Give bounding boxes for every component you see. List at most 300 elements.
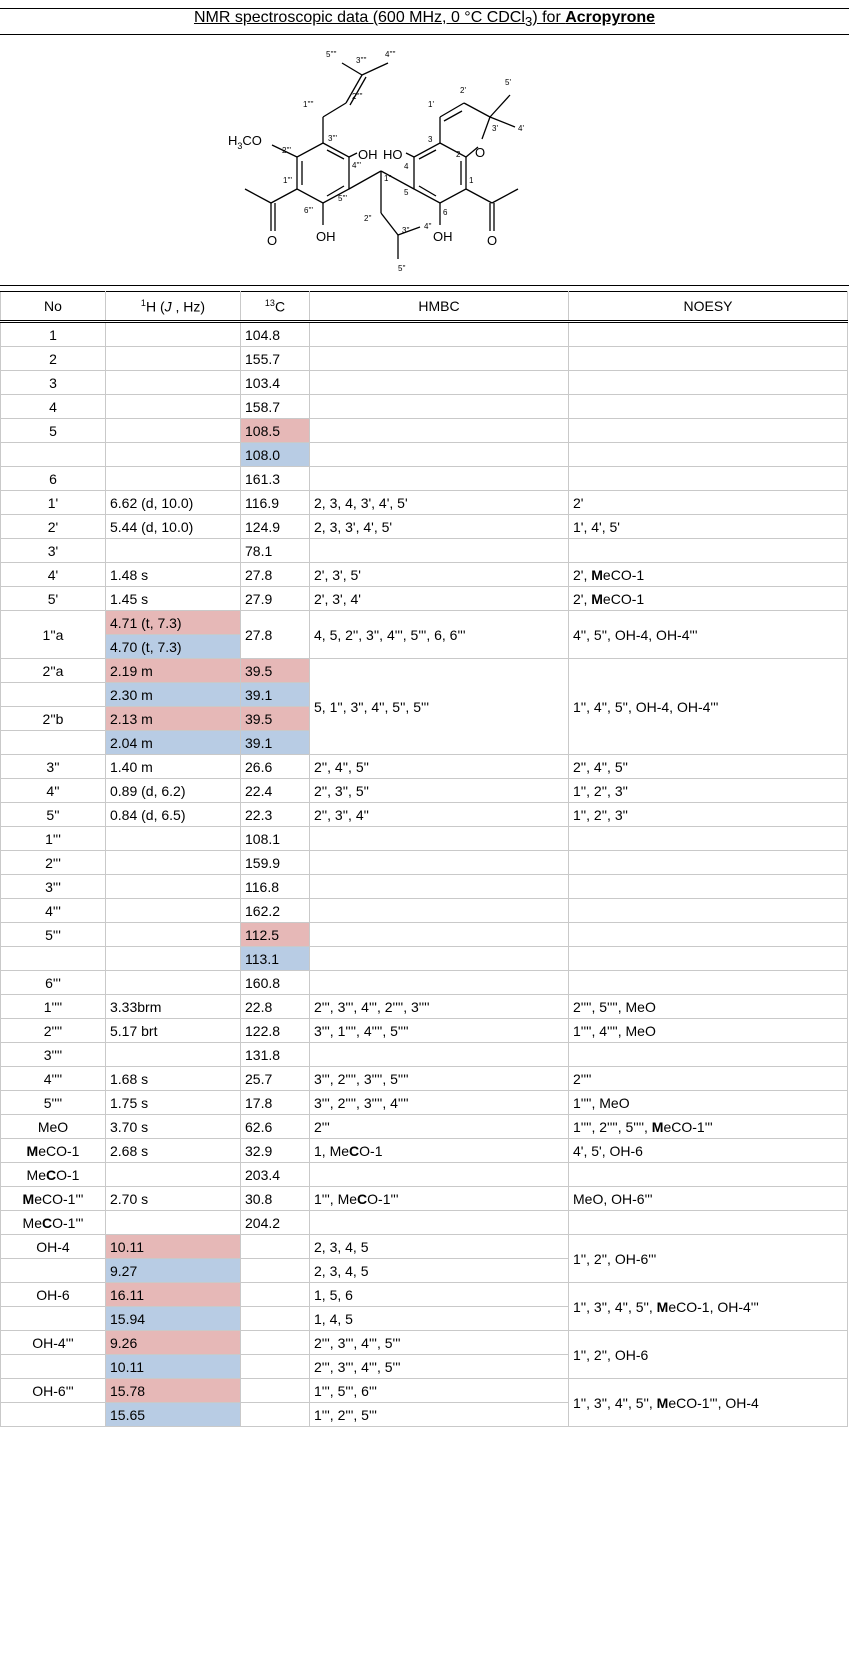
table-cell <box>310 1211 569 1235</box>
table-cell: 3''' <box>1 875 106 899</box>
table-cell: 122.8 <box>241 1019 310 1043</box>
table-row <box>1 971 848 995</box>
table-cell <box>106 1043 241 1067</box>
table-row <box>1 395 848 419</box>
table-cell: 10.11 <box>106 1355 241 1379</box>
num-3pp: 3'' <box>402 226 410 235</box>
table-row <box>1 1211 848 1235</box>
title-prefix: NMR spectroscopic data (600 MHz, 0 °C CDCl <box>193 9 525 26</box>
table-row <box>1 443 848 467</box>
table-cell: 22.8 <box>241 995 310 1019</box>
table-cell: OH-4 <box>1 1235 106 1259</box>
num-1: 1 <box>469 176 474 185</box>
num-6: 6 <box>443 208 448 217</box>
table-cell: 1'', 3'', 4'', 5'', MeCO-1''', OH-4 <box>569 1379 848 1427</box>
table-cell: 2''' <box>1 851 106 875</box>
table-cell: 39.1 <box>241 683 310 707</box>
table-cell: 131.8 <box>241 1043 310 1067</box>
table-cell <box>310 899 569 923</box>
table-cell <box>569 899 848 923</box>
num-5pppp: 5'''' <box>326 50 337 59</box>
table-cell: 2.30 m <box>106 683 241 707</box>
table-cell: 1'', 4'', 5'', OH-4, OH-4''' <box>569 659 848 755</box>
table-cell: 2'''' <box>569 1067 848 1091</box>
table-cell: 25.7 <box>241 1067 310 1091</box>
table-cell: 2, 3, 4, 5 <box>310 1235 569 1259</box>
table-cell <box>241 1283 310 1307</box>
table-cell: 4.70 (t, 7.3) <box>106 635 241 659</box>
table-cell: 1.40 m <box>106 755 241 779</box>
table-cell: 3''', 2'''', 3'''', 4'''' <box>310 1091 569 1115</box>
table-title <box>0 8 849 35</box>
table-row <box>1 587 848 611</box>
table-cell: 78.1 <box>241 539 310 563</box>
structure-drawing <box>0 35 849 285</box>
table-row <box>1 995 848 1019</box>
table-cell: 32.9 <box>241 1139 310 1163</box>
table-cell: 116.9 <box>241 491 310 515</box>
num-1pppp: 1'''' <box>303 100 314 109</box>
table-cell: 104.8 <box>241 322 310 347</box>
table-cell: 3'' <box>1 755 106 779</box>
table-cell: 1.48 s <box>106 563 241 587</box>
num-2p: 2' <box>460 86 466 95</box>
table-cell <box>1 1259 106 1283</box>
chemical-structure <box>0 34 849 286</box>
table-cell <box>569 851 848 875</box>
table-cell <box>569 539 848 563</box>
table-cell <box>106 899 241 923</box>
table-body <box>1 322 848 1427</box>
table-cell <box>310 1163 569 1187</box>
table-cell <box>106 1163 241 1187</box>
table-cell: 113.1 <box>241 947 310 971</box>
table-cell <box>569 371 848 395</box>
table-cell: MeO, OH-6''' <box>569 1187 848 1211</box>
table-cell: 4'' <box>1 779 106 803</box>
table-cell: 2'', 3'', 4'' <box>310 803 569 827</box>
oh-6-label: OH <box>433 229 453 244</box>
num-2pp: 2'' <box>364 214 372 223</box>
table-cell <box>569 322 848 347</box>
table-row <box>1 563 848 587</box>
table-cell: 0.89 (d, 6.2) <box>106 779 241 803</box>
table-cell: MeO <box>1 1115 106 1139</box>
table-cell: 112.5 <box>241 923 310 947</box>
table-cell: 158.7 <box>241 395 310 419</box>
table-cell <box>569 923 848 947</box>
num-2pppp: 2'''' <box>352 92 363 101</box>
table-cell <box>310 539 569 563</box>
table-cell: 160.8 <box>241 971 310 995</box>
table-cell: 30.8 <box>241 1187 310 1211</box>
table-cell: 2', 3', 4' <box>310 587 569 611</box>
table-cell: 3.33brm <box>106 995 241 1019</box>
table-cell: 1''' <box>1 827 106 851</box>
table-cell: 4.71 (t, 7.3) <box>106 611 241 635</box>
table-cell: 4', 5', OH-6 <box>569 1139 848 1163</box>
table-row <box>1 1043 848 1067</box>
table-cell <box>310 419 569 443</box>
num-5: 5 <box>404 188 409 197</box>
table-cell: 5'' <box>1 803 106 827</box>
table-cell: 4'', 5'', OH-4, OH-4''' <box>569 611 848 659</box>
table-cell <box>241 1259 310 1283</box>
table-cell <box>106 1211 241 1235</box>
table-cell: 1, MeCO-1 <box>310 1139 569 1163</box>
table-cell <box>1 1307 106 1331</box>
table-cell: 4'''' <box>1 1067 106 1091</box>
table-cell: 1, 5, 6 <box>310 1283 569 1307</box>
table-row <box>1 1379 848 1403</box>
table-cell: 10.11 <box>106 1235 241 1259</box>
table-cell: 22.3 <box>241 803 310 827</box>
table-cell <box>569 467 848 491</box>
table-cell <box>241 1331 310 1355</box>
table-cell: 9.27 <box>106 1259 241 1283</box>
table-cell: 39.1 <box>241 731 310 755</box>
table-cell: 6 <box>1 467 106 491</box>
table-cell: 3' <box>1 539 106 563</box>
table-cell: 1'', 2'', 3'' <box>569 803 848 827</box>
table-cell: 5''' <box>1 923 106 947</box>
table-cell: 1'''', 4'''', MeO <box>569 1019 848 1043</box>
table-cell <box>1 731 106 755</box>
num-4pp: 4'' <box>424 222 432 231</box>
table-cell: 103.4 <box>241 371 310 395</box>
num-1pp: 1'' <box>384 174 392 183</box>
table-cell <box>106 923 241 947</box>
table-cell: 6''' <box>1 971 106 995</box>
table-cell <box>106 851 241 875</box>
table-cell: 1'', 2'', OH-6''' <box>569 1235 848 1283</box>
table-cell <box>310 971 569 995</box>
table-cell: 15.94 <box>106 1307 241 1331</box>
num-5p: 5' <box>505 78 511 87</box>
title-mid: ) for <box>532 9 566 26</box>
table-cell: 2.13 m <box>106 707 241 731</box>
table-cell: 108.0 <box>241 443 310 467</box>
table-cell <box>310 395 569 419</box>
table-cell <box>310 443 569 467</box>
table-cell: 108.1 <box>241 827 310 851</box>
table-cell: 1'''', 2'''', 5'''', MeCO-1''' <box>569 1115 848 1139</box>
table-cell: 5.44 (d, 10.0) <box>106 515 241 539</box>
table-cell: 5.17 brt <box>106 1019 241 1043</box>
table-cell: 3 <box>1 371 106 395</box>
table-cell: 3'''' <box>1 1043 106 1067</box>
table-cell <box>106 875 241 899</box>
table-cell: 162.2 <box>241 899 310 923</box>
table-cell <box>106 322 241 347</box>
table-cell: 2''', 3''', 4''', 5''' <box>310 1355 569 1379</box>
table-cell: 3.70 s <box>106 1115 241 1139</box>
table-row <box>1 803 848 827</box>
title-text <box>193 9 656 30</box>
nmr-data-table <box>0 291 848 1427</box>
table-cell <box>106 371 241 395</box>
table-cell <box>310 322 569 347</box>
table-cell: 4''' <box>1 899 106 923</box>
ketone-o-left: O <box>267 233 278 248</box>
table-cell: 2'''', 5'''', MeO <box>569 995 848 1019</box>
table-cell: 2'', 4'', 5'' <box>310 755 569 779</box>
pyran-o-label: O <box>475 145 486 160</box>
num-4pppp: 4'''' <box>385 50 396 59</box>
table-cell: 39.5 <box>241 659 310 683</box>
table-cell: MeCO-1''' <box>1 1187 106 1211</box>
table-cell <box>569 947 848 971</box>
table-cell: 108.5 <box>241 419 310 443</box>
table-cell: 2''', 3''', 4''', 5''' <box>310 1331 569 1355</box>
table-cell: OH-6''' <box>1 1379 106 1403</box>
table-cell: 27.8 <box>241 563 310 587</box>
col-no: No <box>1 292 106 322</box>
table-cell: MeCO-1''' <box>1 1211 106 1235</box>
table-cell: 3''', 1'''', 4'''', 5'''' <box>310 1019 569 1043</box>
num-3: 3 <box>428 135 433 144</box>
table-cell <box>310 875 569 899</box>
table-cell <box>106 971 241 995</box>
num-4p: 4' <box>518 124 524 133</box>
table-row <box>1 371 848 395</box>
table-row <box>1 347 848 371</box>
table-row <box>1 1067 848 1091</box>
structure-bonds <box>245 63 518 259</box>
table-cell: 203.4 <box>241 1163 310 1187</box>
table-cell: 0.84 (d, 6.5) <box>106 803 241 827</box>
table-cell <box>1 947 106 971</box>
table-cell <box>569 1043 848 1067</box>
table-cell: 27.8 <box>241 611 310 659</box>
num-4ppp: 4''' <box>352 161 362 170</box>
table-cell: 2.68 s <box>106 1139 241 1163</box>
header-row <box>1 292 848 322</box>
h3co-label: $H_3CO$ <box>228 133 262 151</box>
table-cell: 159.9 <box>241 851 310 875</box>
table-cell: 39.5 <box>241 707 310 731</box>
table-cell <box>310 947 569 971</box>
table-cell: 2', 3', 5' <box>310 563 569 587</box>
table-cell: 2'', 4'', 5'' <box>569 755 848 779</box>
table-cell: 1' <box>1 491 106 515</box>
table-row <box>1 419 848 443</box>
table-cell: 1''a <box>1 611 106 659</box>
table-row <box>1 827 848 851</box>
table-cell <box>310 827 569 851</box>
num-5ppp: 5''' <box>338 194 348 203</box>
table-cell: 15.78 <box>106 1379 241 1403</box>
table-cell: 4' <box>1 563 106 587</box>
col-1h: $^1$H (J , Hz) <box>106 292 241 322</box>
table-cell: 1, 4, 5 <box>310 1307 569 1331</box>
table-cell <box>241 1403 310 1427</box>
table-row <box>1 659 848 683</box>
table-cell: 5'''' <box>1 1091 106 1115</box>
table-cell <box>569 875 848 899</box>
table-cell: 2.04 m <box>106 731 241 755</box>
table-row <box>1 467 848 491</box>
title-sub: 3 <box>524 14 533 30</box>
table-cell: 1''', 5''', 6''' <box>310 1379 569 1403</box>
table-cell: 1''', 2''', 5''' <box>310 1403 569 1427</box>
table-cell <box>310 347 569 371</box>
table-cell: 2''b <box>1 707 106 731</box>
table-cell <box>310 467 569 491</box>
ho-4-label: HO <box>383 147 403 162</box>
table-cell: 2'', 3'', 5'' <box>310 779 569 803</box>
table-cell: 1 <box>1 322 106 347</box>
table-cell: 2 <box>1 347 106 371</box>
table-cell <box>106 947 241 971</box>
table-cell <box>1 683 106 707</box>
table-row <box>1 779 848 803</box>
table-cell <box>241 1307 310 1331</box>
table-cell <box>1 443 106 467</box>
table-cell: 2''', 3''', 4''', 2'''', 3'''' <box>310 995 569 1019</box>
table-row <box>1 1283 848 1307</box>
table-cell: 2', MeCO-1 <box>569 563 848 587</box>
table-cell: 5 <box>1 419 106 443</box>
table-cell: 204.2 <box>241 1211 310 1235</box>
table-cell: 1'''', MeO <box>569 1091 848 1115</box>
table-cell: 2, 3, 3', 4', 5' <box>310 515 569 539</box>
table-cell: 9.26 <box>106 1331 241 1355</box>
ketone-o-right: O <box>487 233 498 248</box>
table-cell: 27.9 <box>241 587 310 611</box>
table-row <box>1 1163 848 1187</box>
table-cell <box>241 1235 310 1259</box>
table-cell: 1'''' <box>1 995 106 1019</box>
table-cell <box>1 1355 106 1379</box>
table-cell: 1'', 3'', 4'', 5'', MeCO-1, OH-4''' <box>569 1283 848 1331</box>
table-cell: 4 <box>1 395 106 419</box>
table-row <box>1 611 848 635</box>
table-cell <box>569 1211 848 1235</box>
table-cell <box>569 1163 848 1187</box>
table-cell: 2'''' <box>1 1019 106 1043</box>
table-row <box>1 899 848 923</box>
table-cell <box>569 971 848 995</box>
table-cell: 124.9 <box>241 515 310 539</box>
table-cell <box>106 539 241 563</box>
table-cell: 1', 4', 5' <box>569 515 848 539</box>
table-cell <box>310 1043 569 1067</box>
num-2ppp: 2''' <box>282 146 292 155</box>
table-cell <box>569 419 848 443</box>
table-cell: 15.65 <box>106 1403 241 1427</box>
table-cell: 2.70 s <box>106 1187 241 1211</box>
table-cell <box>106 419 241 443</box>
num-1ppp: 1''' <box>283 176 293 185</box>
table-cell: 1'', 2'', 3'' <box>569 779 848 803</box>
col-13c: $^{13}$C <box>241 292 310 322</box>
table-cell: 2' <box>1 515 106 539</box>
table-cell: 116.8 <box>241 875 310 899</box>
table-cell: 5, 1'', 3'', 4'', 5'', 5''' <box>310 659 569 755</box>
table-cell: 2''' <box>310 1115 569 1139</box>
table-cell <box>1 1403 106 1427</box>
table-row <box>1 851 848 875</box>
num-6ppp: 6''' <box>304 206 314 215</box>
table-row <box>1 515 848 539</box>
oh-4ppp-label: OH <box>358 147 378 162</box>
table-row <box>1 1139 848 1163</box>
table-cell: MeCO-1 <box>1 1139 106 1163</box>
table-cell: 1''', MeCO-1''' <box>310 1187 569 1211</box>
table-cell <box>241 1355 310 1379</box>
table-cell <box>569 347 848 371</box>
table-cell: 2, 3, 4, 3', 4', 5' <box>310 491 569 515</box>
table-cell: 62.6 <box>241 1115 310 1139</box>
table-row <box>1 539 848 563</box>
num-5pp: 5'' <box>398 264 406 273</box>
table-cell <box>106 443 241 467</box>
table-cell: 2, 3, 4, 5 <box>310 1259 569 1283</box>
table-cell: 1.75 s <box>106 1091 241 1115</box>
table-row <box>1 947 848 971</box>
table-row <box>1 1235 848 1259</box>
table-cell: 16.11 <box>106 1283 241 1307</box>
table-row <box>1 923 848 947</box>
table-row <box>1 1187 848 1211</box>
table-cell: MeCO-1 <box>1 1163 106 1187</box>
col-noesy: NOESY <box>569 292 848 322</box>
table-cell <box>569 395 848 419</box>
table-cell <box>310 923 569 947</box>
col-hmbc: HMBC <box>310 292 569 322</box>
table-cell: 2''a <box>1 659 106 683</box>
table-row <box>1 491 848 515</box>
table-cell: 6.62 (d, 10.0) <box>106 491 241 515</box>
table-cell: 1'', 2'', OH-6 <box>569 1331 848 1379</box>
table-cell <box>310 851 569 875</box>
table-cell <box>569 827 848 851</box>
table-cell <box>241 1379 310 1403</box>
table-cell: OH-4''' <box>1 1331 106 1355</box>
table-cell <box>106 395 241 419</box>
num-3pppp: 3'''' <box>356 56 367 65</box>
num-4: 4 <box>404 162 409 171</box>
num-2: 2 <box>456 150 461 159</box>
table-cell: 2.19 m <box>106 659 241 683</box>
table-cell: 1.68 s <box>106 1067 241 1091</box>
table-row <box>1 755 848 779</box>
num-3ppp: 3''' <box>328 134 338 143</box>
table-row <box>1 322 848 347</box>
table-cell: 22.4 <box>241 779 310 803</box>
table-cell: 26.6 <box>241 755 310 779</box>
table-cell <box>310 371 569 395</box>
table-row <box>1 875 848 899</box>
table-cell <box>106 347 241 371</box>
oh-6ppp-label: OH <box>316 229 336 244</box>
table-cell <box>569 443 848 467</box>
table-cell <box>106 467 241 491</box>
table-row <box>1 1019 848 1043</box>
table-cell: 2', MeCO-1 <box>569 587 848 611</box>
table-cell <box>106 827 241 851</box>
table-cell: OH-6 <box>1 1283 106 1307</box>
table-row <box>1 1091 848 1115</box>
table-cell: 2' <box>569 491 848 515</box>
table-cell: 3''', 2'''', 3'''', 5'''' <box>310 1067 569 1091</box>
title-compound: Acropyrone <box>565 9 656 26</box>
num-3p: 3' <box>492 124 498 133</box>
table-cell: 155.7 <box>241 347 310 371</box>
table-cell: 1.45 s <box>106 587 241 611</box>
num-1p: 1' <box>428 100 434 109</box>
